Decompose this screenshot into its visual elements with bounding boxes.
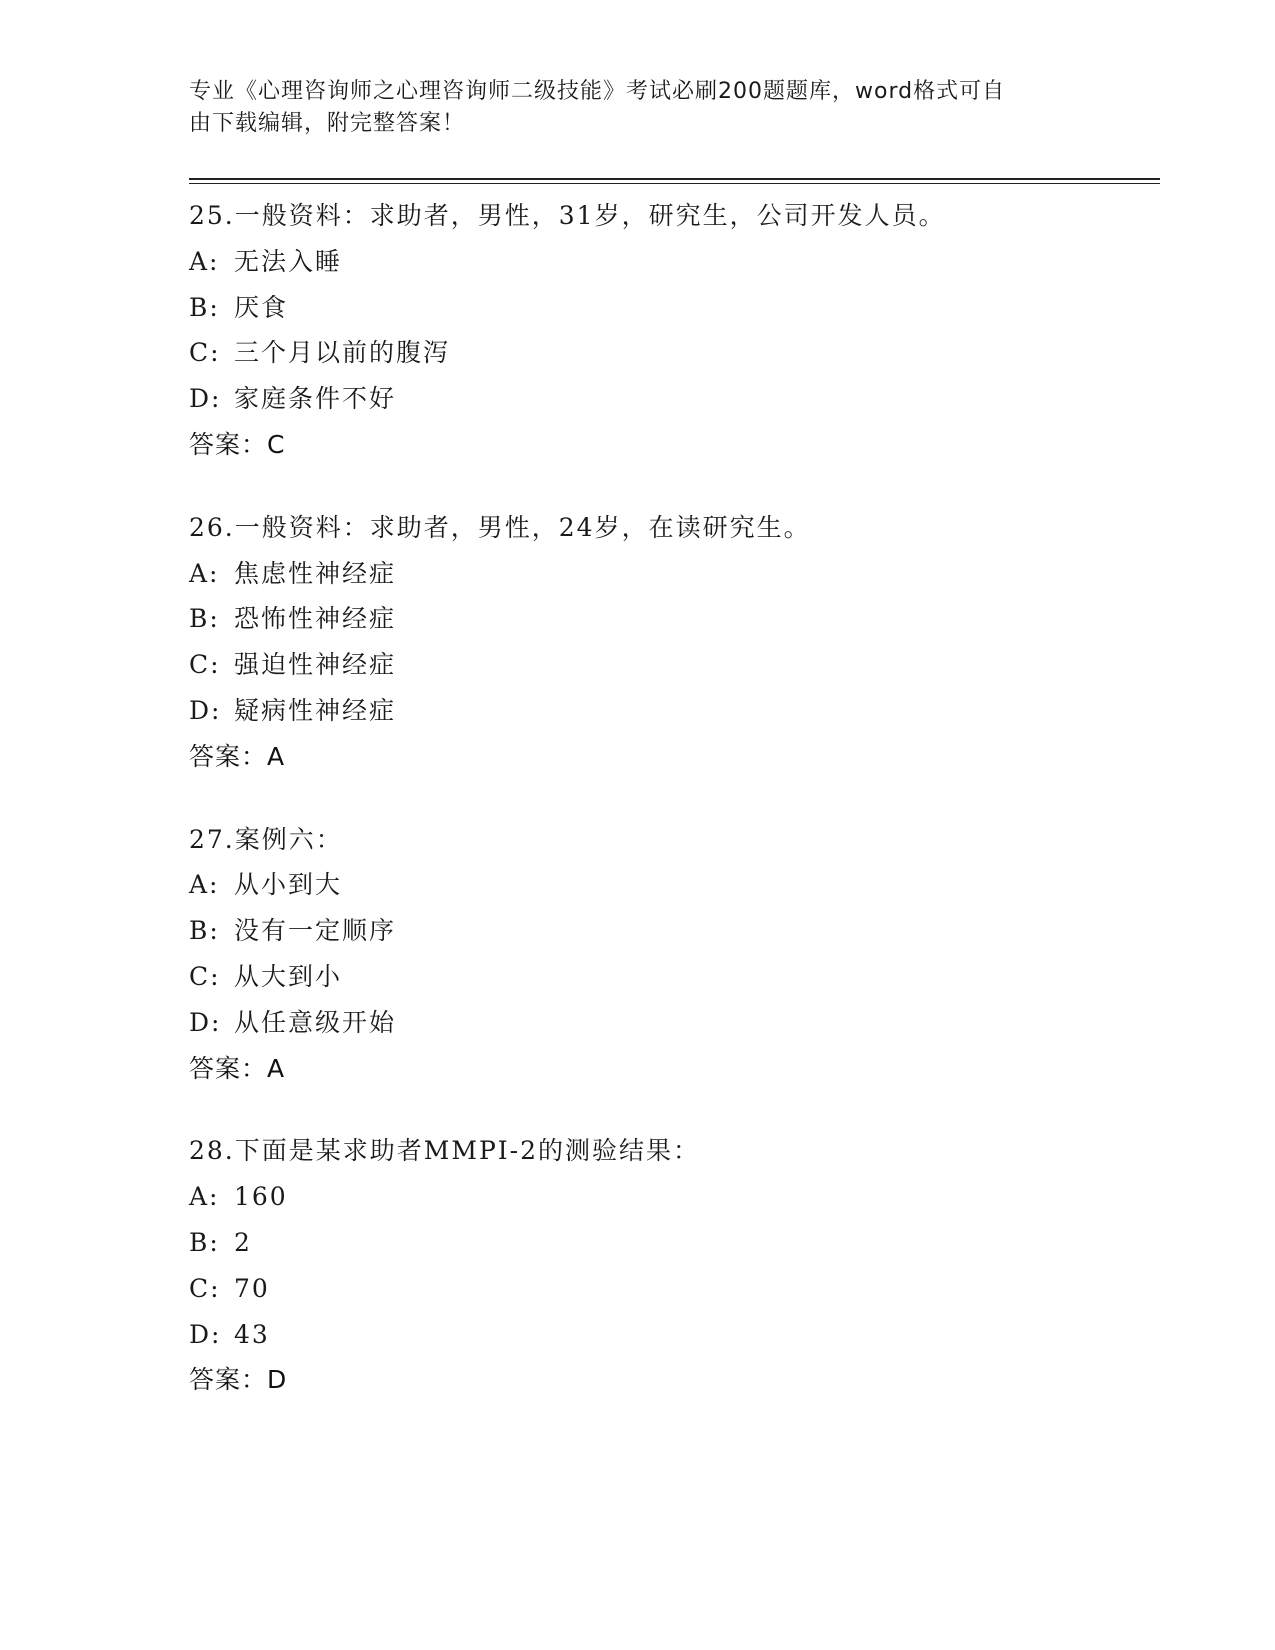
option-letter: D: (189, 1319, 222, 1349)
option-letter: D: (189, 384, 222, 414)
option-text: 焦虑性神经症 (234, 558, 397, 588)
option-d (189, 376, 1149, 422)
option-letter: A: (189, 246, 220, 276)
answer-line: 答案：C (189, 429, 286, 459)
option-text: 从任意级开始 (234, 1007, 397, 1037)
option-letter: B: (189, 604, 220, 634)
option-b (189, 596, 1149, 642)
option-letter: C: (189, 650, 221, 680)
option-text: 无法入睡 (234, 246, 343, 276)
question-list (189, 193, 1149, 1440)
option-letter: A: (189, 870, 220, 900)
option-letter: C: (189, 1273, 221, 1303)
option-text: 43 (234, 1319, 270, 1349)
option-c (189, 1266, 1149, 1312)
question-item (189, 817, 1149, 1092)
option-text: 从大到小 (234, 961, 343, 991)
option-letter: D: (189, 695, 222, 725)
option-a (189, 551, 1149, 597)
header-line-2: 由下载编辑，附完整答案！ (189, 111, 466, 136)
question-item (189, 193, 1149, 468)
option-c (189, 954, 1149, 1000)
option-text: 疑病性神经症 (234, 695, 397, 725)
header-line-1: 专业《心理咨询师之心理咨询师二级技能》考试必刷200题题库，word格式可自 (189, 79, 1006, 104)
option-text: 家庭条件不好 (234, 384, 397, 414)
question-stem: 25.一般资料：求助者，男性，31岁，研究生，公司开发人员。 (189, 201, 946, 230)
option-letter: C: (189, 961, 221, 991)
option-c (189, 642, 1149, 688)
question-item (189, 1128, 1149, 1403)
question-stem: 27.案例六： (189, 824, 343, 854)
option-letter: B: (189, 292, 220, 322)
option-c (189, 330, 1149, 376)
option-letter: C: (189, 338, 221, 368)
option-text: 没有一定顺序 (234, 916, 397, 946)
header-divider-thick (189, 178, 1160, 180)
option-a (189, 1174, 1149, 1220)
option-d (189, 1000, 1149, 1046)
option-b (189, 908, 1149, 954)
option-a (189, 239, 1149, 285)
option-letter: A: (189, 1182, 220, 1212)
answer-line: 答案：A (189, 1053, 286, 1083)
document-header (189, 76, 1069, 140)
option-letter: B: (189, 916, 220, 946)
option-d (189, 1312, 1149, 1358)
option-text: 160 (234, 1182, 288, 1212)
option-b (189, 1220, 1149, 1266)
option-text: 恐怖性神经症 (234, 604, 397, 634)
option-text: 三个月以前的腹泻 (234, 338, 451, 368)
answer-line: 答案：D (189, 1365, 288, 1395)
option-text: 70 (234, 1273, 270, 1303)
option-text: 强迫性神经症 (234, 650, 397, 680)
question-stem: 26.一般资料：求助者，男性，24岁，在读研究生。 (189, 512, 811, 542)
option-text: 2 (234, 1227, 252, 1257)
answer-line: 答案：A (189, 741, 286, 771)
option-text: 从小到大 (234, 870, 343, 900)
option-a (189, 862, 1149, 908)
option-letter: B: (189, 1227, 220, 1257)
option-text: 厌食 (234, 292, 289, 322)
question-stem: 28.下面是某求助者MMPI-2的测验结果： (189, 1136, 701, 1166)
option-b (189, 285, 1149, 331)
option-d (189, 688, 1149, 734)
option-letter: D: (189, 1007, 222, 1037)
question-item (189, 505, 1149, 780)
header-divider-thin (189, 183, 1160, 184)
option-letter: A: (189, 558, 220, 588)
